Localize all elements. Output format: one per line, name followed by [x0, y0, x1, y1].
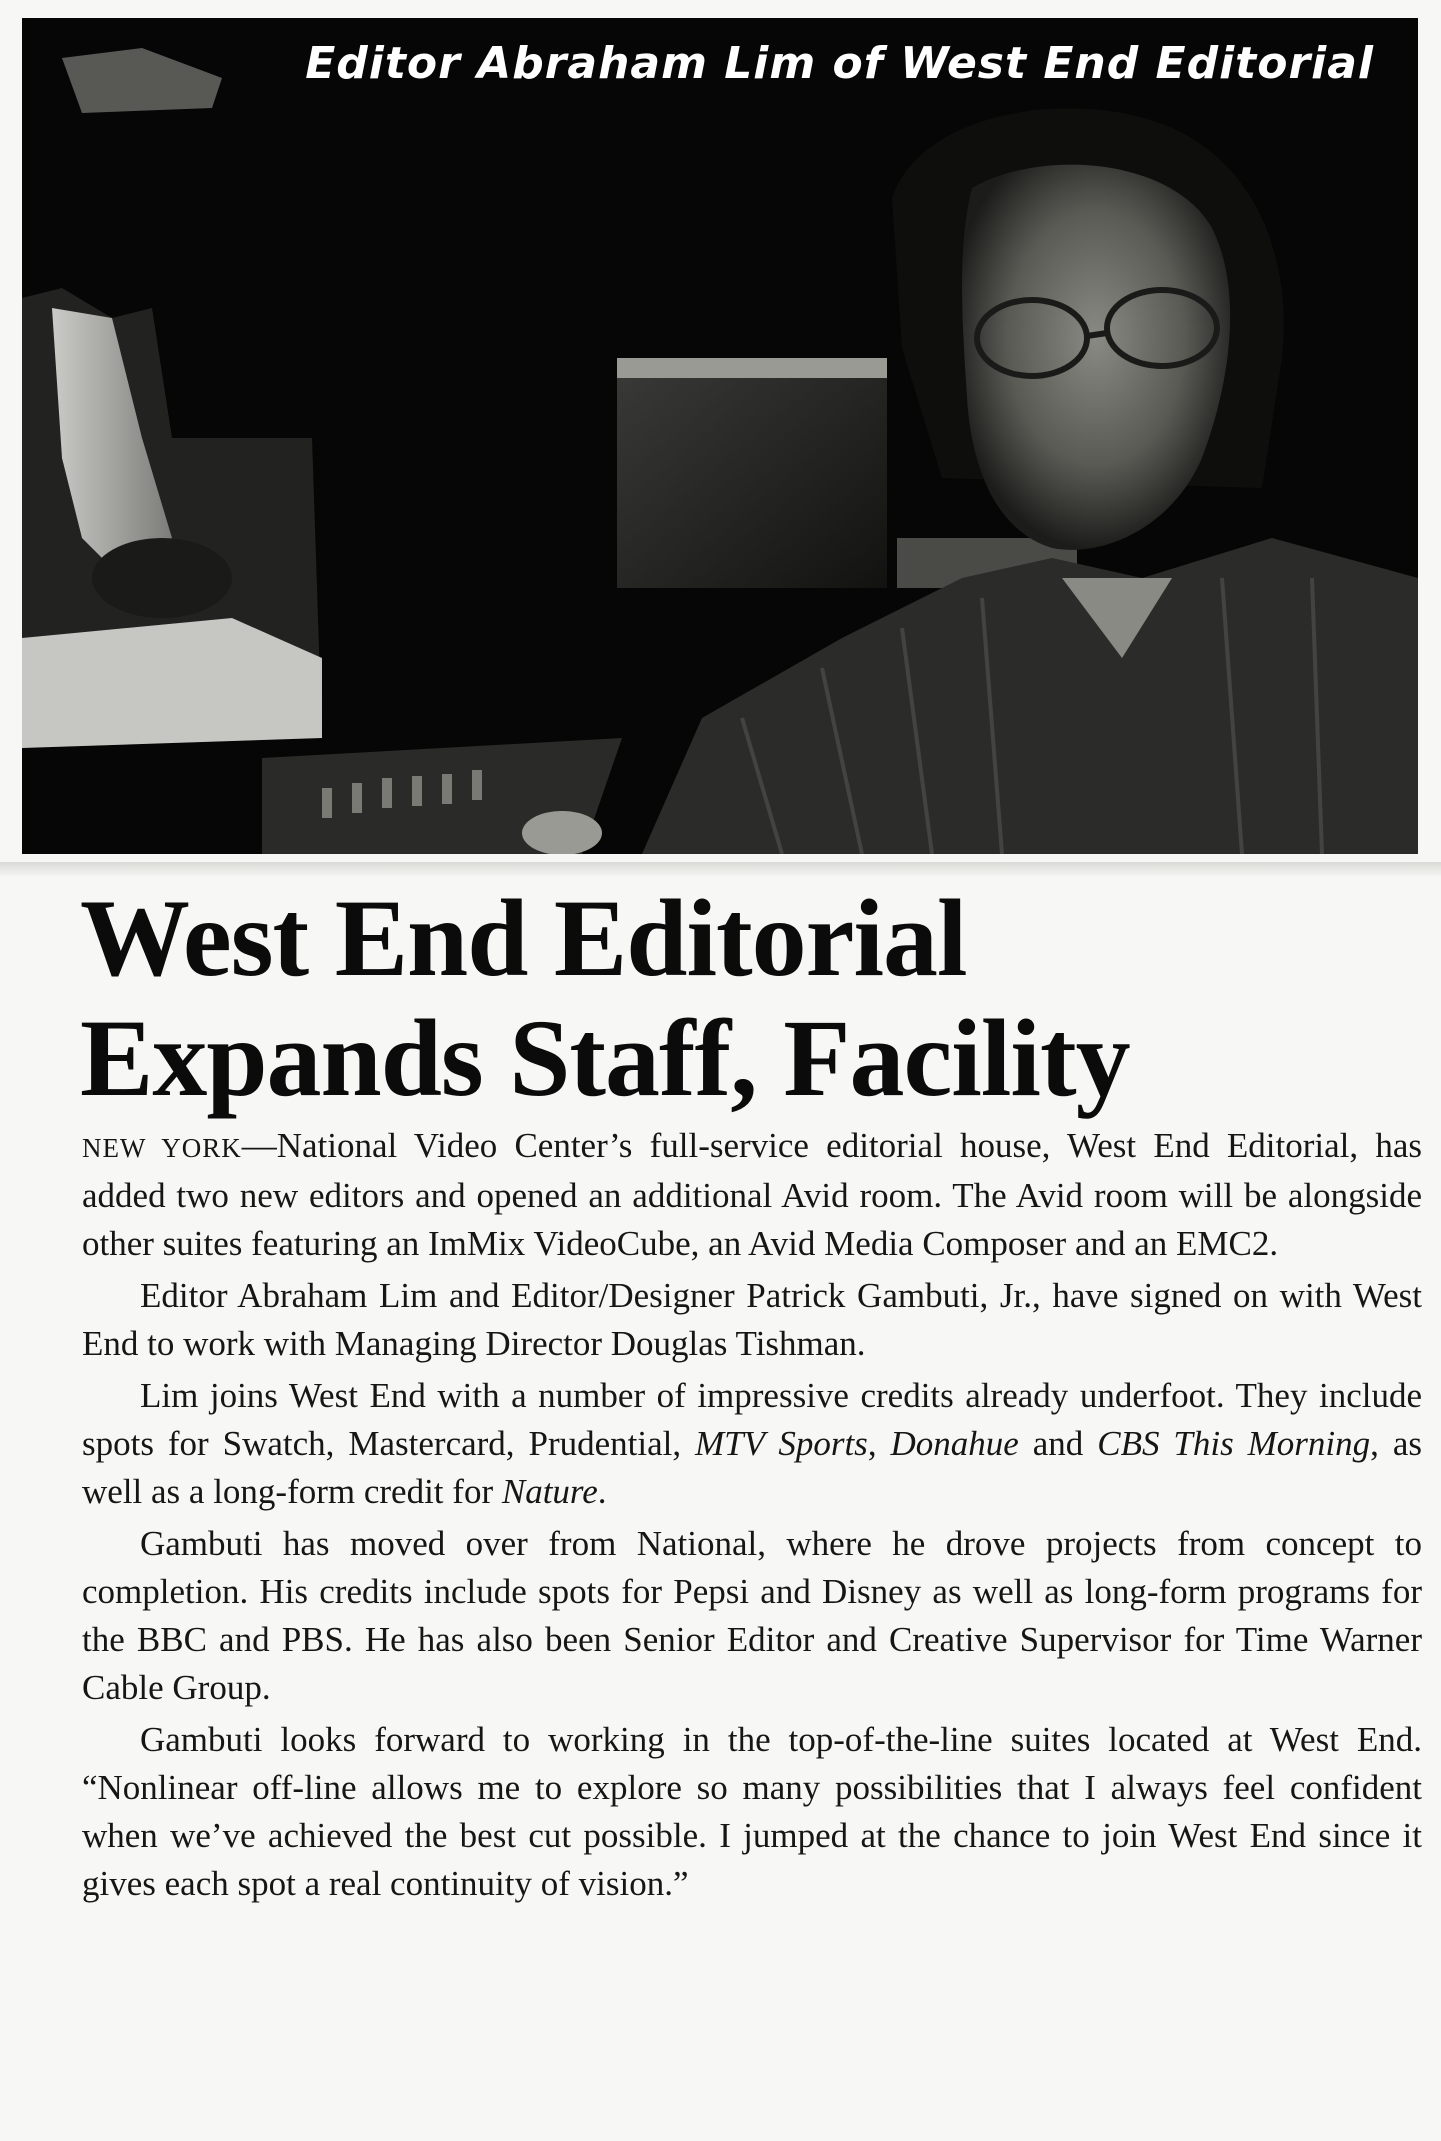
paragraph-3-text-c: and — [1018, 1424, 1098, 1463]
dateline-dash: — — [241, 1126, 277, 1165]
paragraph-3-text-a: Lim joins West End with a number of impressive credits already underfoot. They include spots for Swatch, Mastercard, Prudential, — [82, 1376, 1422, 1463]
clipping-tear-edge — [0, 862, 1441, 876]
paragraph-1 — [82, 1122, 1422, 1268]
photo-caption: Editor Abraham Lim of West End Editorial — [305, 38, 1374, 89]
paragraph-3-text-d: , as well as a long-form credit for — [82, 1424, 1422, 1511]
article-body — [82, 1122, 1422, 1912]
title-donahue: Donahue — [890, 1424, 1019, 1463]
paragraph-4: Gambuti has moved over from National, where he drove projects from concept to completion. His credits include spots for Pepsi and Disney as well as long-form programs for the BBC and PBS. He has also been Senior Editor and Creative Supervisor for Time Warner Cable Group. — [82, 1524, 1422, 1707]
headline-line-2: Expands Staff, Facility — [80, 997, 1130, 1119]
title-cbs-this-morning: CBS This Morning — [1097, 1424, 1371, 1463]
title-mtv-sports: MTV Sports — [695, 1424, 868, 1463]
headline-line-1: West End Editorial — [80, 877, 967, 999]
paragraph-3-text-e: . — [597, 1472, 607, 1511]
dateline: NEW YORK — [82, 1133, 242, 1163]
paragraph-5: Gambuti looks forward to working in the top-of-the-line suites located at West End. “Nonlinear off-line allows me to explore so many possibilities that I always feel confident when we’ve achieved the best cut possible. I jumped at the chance to join West End since it gives each spot a real continuity of vision.” — [82, 1720, 1422, 1903]
paragraph-3-text-b: , — [867, 1424, 891, 1463]
paragraph-3 — [82, 1372, 1422, 1516]
editor-photo — [22, 18, 1418, 854]
photo-illustration — [22, 18, 1418, 854]
paragraph-1-text: National Video Center’s full-service editorial house, West End Editorial, has added two new editors and opened an additional Avid room. The Avid room will be alongside other suites featuring an ImMix VideoCube, an Avid Media Composer and an EMC2. — [82, 1126, 1422, 1263]
title-nature: Nature — [501, 1472, 598, 1511]
paragraph-2: Editor Abraham Lim and Editor/Designer Patrick Gambuti, Jr., have signed on with West End to work with Managing Director Douglas Tishman. — [82, 1276, 1422, 1363]
article-headline — [80, 878, 1400, 1118]
